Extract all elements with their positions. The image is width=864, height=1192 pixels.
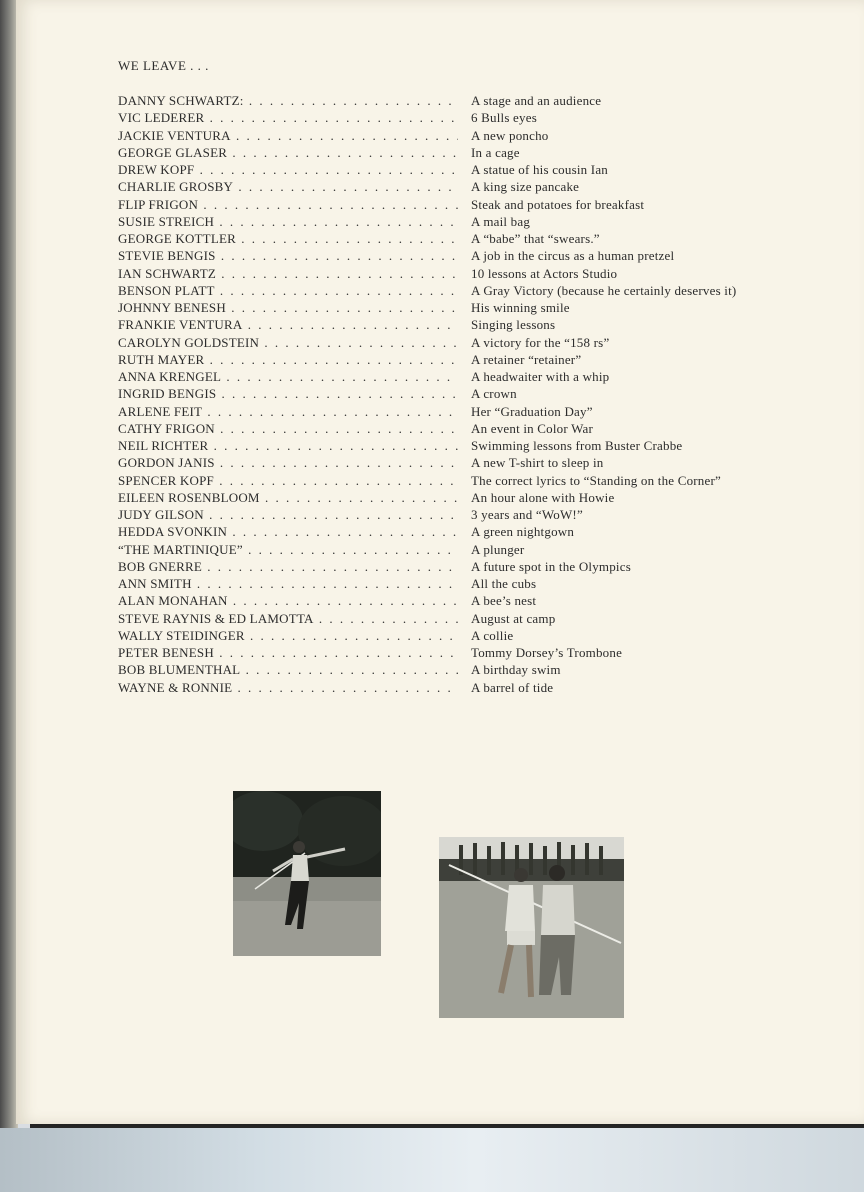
list-item (118, 265, 818, 282)
bequest-text: 6 Bulls eyes (471, 110, 537, 126)
bequest-text: A mail bag (471, 213, 531, 229)
person-name: RUTH MAYER . . . (118, 351, 458, 368)
person-name: PETER BENESH . . . (118, 644, 458, 661)
list-item (118, 213, 818, 230)
list-item (118, 489, 818, 506)
person-name: FLIP FRIGON . . . (118, 196, 458, 213)
list-item (118, 334, 818, 351)
bequest-text: A king size pancake (471, 179, 580, 195)
bequest-text: Swimming lessons from Buster Crabbe (471, 438, 683, 453)
list-item (118, 454, 818, 471)
list-item (118, 282, 818, 299)
list-item (118, 644, 818, 661)
list-item (118, 385, 818, 402)
person-name: DANNY SCHWARTZ: . . . (118, 92, 458, 109)
bequest-text: 3 years and “WoW!” (471, 507, 583, 522)
bequest-text: Steak and potatoes for breakfast (471, 196, 645, 212)
person-name: STEVE RAYNIS & ED LAMOTTA . . . (118, 610, 458, 627)
list-item (118, 541, 818, 558)
bequest-text: His winning smile (471, 300, 570, 315)
list-item (118, 506, 818, 523)
list-item (118, 247, 818, 264)
bequest-text: A “babe” that “swears.” (471, 231, 600, 246)
list-item (118, 161, 818, 178)
bequest-text: August at camp (471, 610, 556, 626)
list-item (118, 127, 818, 144)
person-name: “THE MARTINIQUE” . . . (118, 541, 458, 558)
list-item (118, 523, 818, 540)
bequest-text: A birthday swim (471, 662, 561, 678)
person-name: ANNA KRENGEL . . . (118, 368, 458, 385)
list-item (118, 178, 818, 195)
bequest-text: An event in Color War (471, 420, 594, 436)
person-name: CATHY FRIGON . . . (118, 420, 458, 437)
list-item (118, 368, 818, 385)
person-name: WAYNE & RONNIE . . . (118, 679, 458, 696)
list-item (118, 472, 818, 489)
bequest-text: In a cage (471, 144, 520, 160)
bequest-text: A headwaiter with a whip (471, 369, 610, 384)
bequest-text: A statue of his cousin Ian (471, 162, 608, 177)
bequest-text: A green nightgown (471, 524, 575, 540)
bequest-text: A job in the circus as a human pretzel (471, 248, 675, 264)
person-name: INGRID BENGIS . . . (118, 385, 458, 402)
person-name: BENSON PLATT . . . (118, 282, 458, 299)
bequest-text: A stage and an audience (471, 93, 602, 108)
list-item (118, 230, 818, 247)
person-name: JACKIE VENTURA . . . (118, 127, 458, 144)
bequest-text: Her “Graduation Day” (471, 403, 593, 419)
person-name: NEIL RICHTER . . . (118, 437, 458, 454)
list-item (118, 351, 818, 368)
list-item (118, 144, 818, 161)
person-name: BOB BLUMENTHAL . . . (118, 661, 458, 678)
list-item (118, 109, 818, 126)
list-item (118, 420, 818, 437)
list-item (118, 403, 818, 420)
person-name: BOB GNERRE . . . (118, 558, 458, 575)
bequest-text: A plunger (471, 541, 525, 557)
person-name: HEDDA SVONKIN . . . (118, 523, 458, 540)
list-item (118, 92, 818, 109)
list-item (118, 299, 818, 316)
person-name: SPENCER KOPF . . . (118, 472, 458, 489)
javelin-thrower-image (233, 791, 381, 956)
bequest-text: A bee’s nest (471, 593, 537, 609)
bequest-text: All the cubs (471, 576, 537, 591)
scanner-background (0, 1128, 864, 1192)
bequest-text: A new T-shirt to sleep in (471, 455, 604, 471)
person-name: EILEEN ROSENBLOOM . . . (118, 489, 458, 506)
two-with-javelin-image (439, 837, 624, 1018)
person-name: CHARLIE GROSBY . . . (118, 178, 458, 195)
bequest-text: A future spot in the Olympics (471, 558, 631, 574)
list-item (118, 196, 818, 213)
bequest-text: 10 lessons at Actors Studio (471, 265, 618, 281)
bequest-text: A crown (471, 386, 517, 402)
page-heading: WE LEAVE . . . (118, 58, 209, 73)
list-item (118, 610, 818, 627)
person-name: GEORGE GLASER . . . (118, 144, 458, 161)
bequest-text: A Gray Victory (because he certainly deserves it) (471, 282, 737, 298)
bequest-text: An hour alone with Howie (471, 489, 615, 505)
list-item (118, 558, 818, 575)
list-item (118, 316, 818, 333)
photo-javelin-thrower (233, 791, 381, 956)
bequest-list (118, 92, 818, 696)
person-name: ALAN MONAHAN . . . (118, 592, 458, 609)
bequest-text: Singing lessons (471, 317, 556, 333)
person-name: GORDON JANIS . . . (118, 454, 458, 471)
person-name: STEVIE BENGIS . . . (118, 247, 458, 264)
list-item (118, 661, 818, 678)
list-item (118, 575, 818, 592)
person-name: JOHNNY BENESH . . . (118, 299, 458, 316)
yearbook-page (16, 0, 864, 1124)
person-name: VIC LEDERER . . . (118, 109, 458, 126)
person-name: IAN SCHWARTZ . . . (118, 265, 458, 282)
bequest-text: A retainer “retainer” (471, 351, 582, 367)
bequest-text: The correct lyrics to “Standing on the Corner” (471, 472, 721, 488)
person-name: WALLY STEIDINGER . . . (118, 627, 458, 644)
bequest-text: Tommy Dorsey’s Trombone (471, 645, 623, 660)
person-name: GEORGE KOTTLER . . . (118, 230, 458, 247)
person-name: ARLENE FEIT . . . (118, 403, 458, 420)
person-name: JUDY GILSON . . . (118, 506, 458, 523)
bequest-text: A new poncho (471, 127, 549, 143)
person-name: FRANKIE VENTURA . . . (118, 316, 458, 333)
person-name: DREW KOPF . . . (118, 161, 458, 178)
person-name: CAROLYN GOLDSTEIN . . . (118, 334, 458, 351)
list-item (118, 627, 818, 644)
list-item (118, 592, 818, 609)
list-item (118, 437, 818, 454)
bequest-text: A collie (471, 627, 514, 643)
person-name: SUSIE STREICH . . . (118, 213, 458, 230)
bequest-text: A barrel of tide (471, 679, 554, 695)
photo-two-with-javelin (439, 837, 624, 1018)
bequest-text: A victory for the “158 rs” (471, 334, 610, 350)
person-name: ANN SMITH . . . (118, 575, 458, 592)
list-item (118, 679, 818, 696)
